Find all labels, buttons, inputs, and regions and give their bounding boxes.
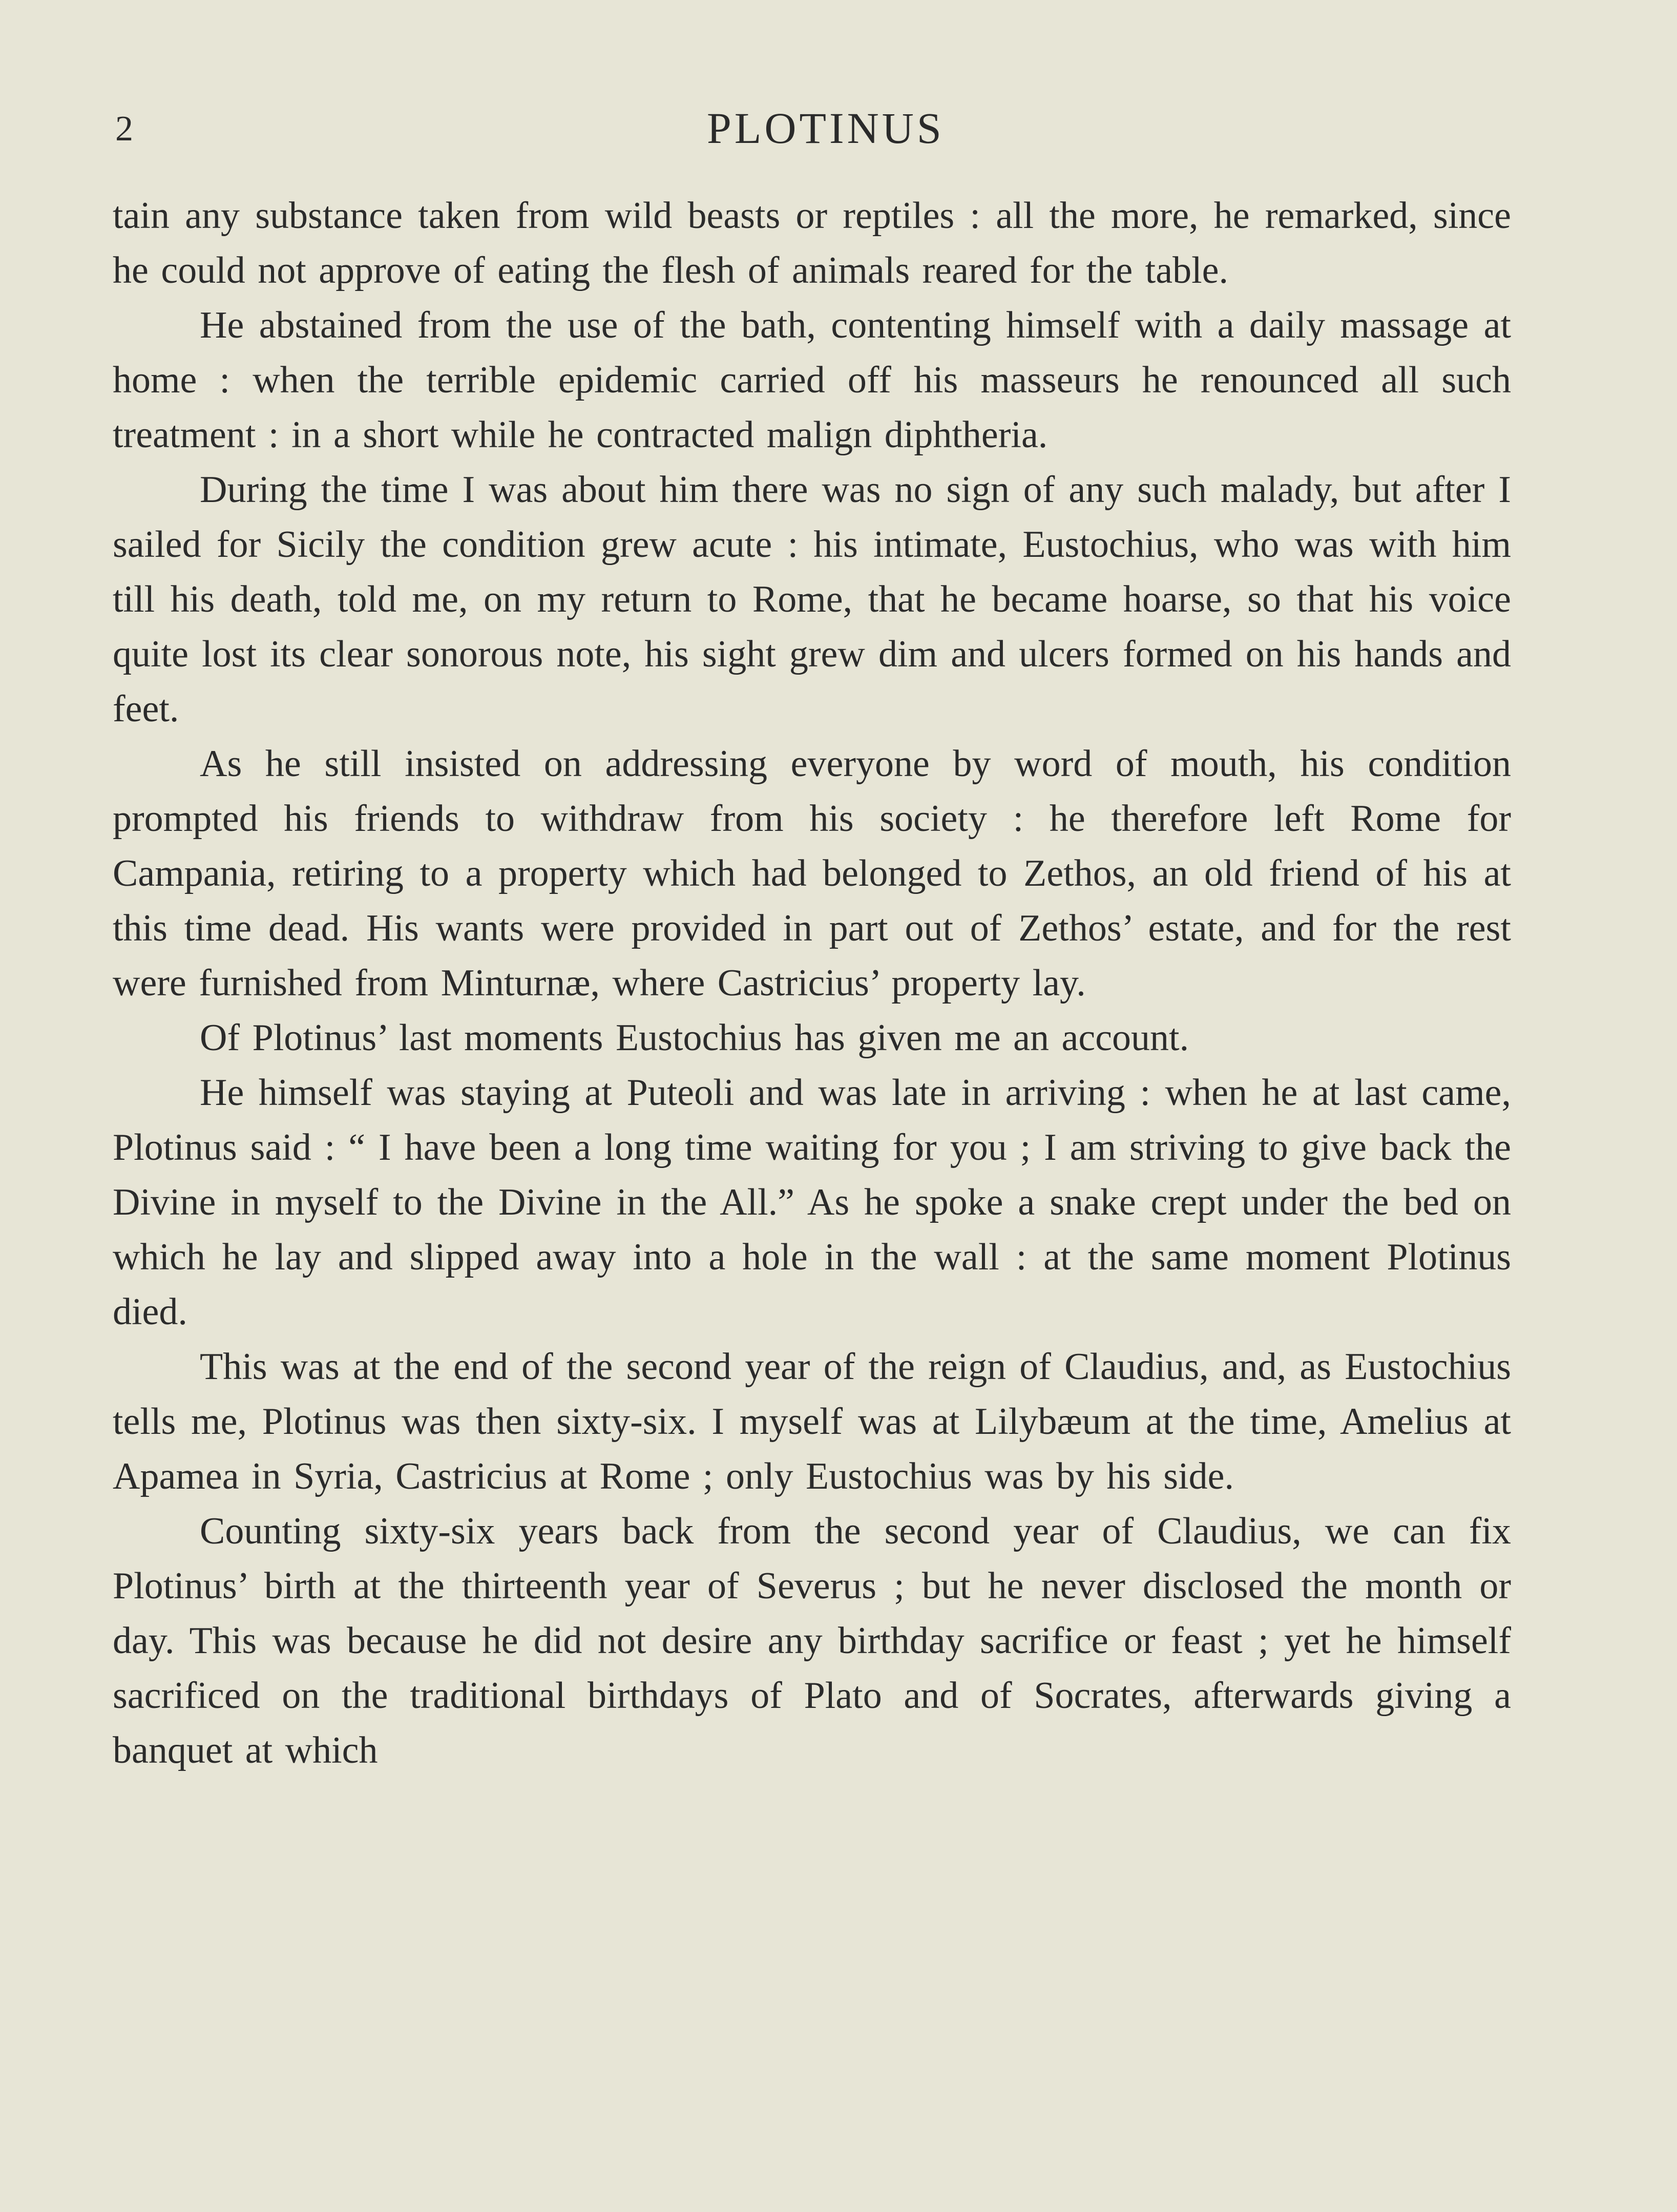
paragraph: He abstained from the use of the bath, contenting himself with a daily massage at home : when the terrible epidemic carried off his masseurs he renounced all such treatment : in a short while he contracted malign diphtheria. (113, 304, 1511, 456)
page-header (0, 102, 1677, 159)
paragraph: During the time I was about him there was no sign of any such malady, but after I sailed for Sicily the condition grew acute : his intimate, Eustochius, who was with him till his death, told me, on my return to Rome, that he became hoarse, so that his voice quite lost its clear sonorous note, his sight grew dim and ulcers formed on his hands and feet. (113, 469, 1511, 730)
running-title: PLOTINUS (707, 103, 945, 153)
paragraph: tain any substance taken from wild beasts or reptiles : all the more, he remarked, since he could not approve of eating the flesh of animals reared for the table. (113, 195, 1511, 291)
paragraph: As he still insisted on addressing everyone by word of mouth, his condition prompted his friends to withdraw from his society : he therefore left Rome for Campania, retiring to a property which had belonged to Zethos, an old friend of his at this time dead. His wants were provided in part out of Zethos’ estate, and for the rest were furnished from Minturnæ, where Castricius’ property lay. (113, 743, 1511, 1004)
body-text (113, 189, 1511, 1778)
paragraph: This was at the end of the second year of the reign of Claudius, and, as Eustochius tells me, Plotinus was then sixty-six. I myself was at Lilybæum at the time, Amelius at Apamea in Syria, Castricius at Rome ; only Eustochius was by his side. (113, 1346, 1511, 1497)
paragraph: Counting sixty-six years back from the second year of Claudius, we can fix Plotinus’ birth at the thirteenth year of Severus ; but he never disclosed the month or day. This was because he did not desire any birthday sacrifice or feast ; yet he himself sacrificed on the traditional birthdays of Plato and of Socrates, afterwards giving a banquet at which (113, 1510, 1511, 1771)
page-number: 2 (115, 109, 134, 149)
paragraph: Of Plotinus’ last moments Eustochius has given me an account. (200, 1017, 1189, 1059)
paragraph: He himself was staying at Puteoli and was late in arriving : when he at last came, Plotinus said : “ I have been a long time waiting for you ; I am striving to give back the Divine in myself to the Divine in the All.” As he spoke a snake crept under the bed on which he lay and slipped away into a hole in the wall : at the same moment Plotinus died. (113, 1072, 1511, 1333)
